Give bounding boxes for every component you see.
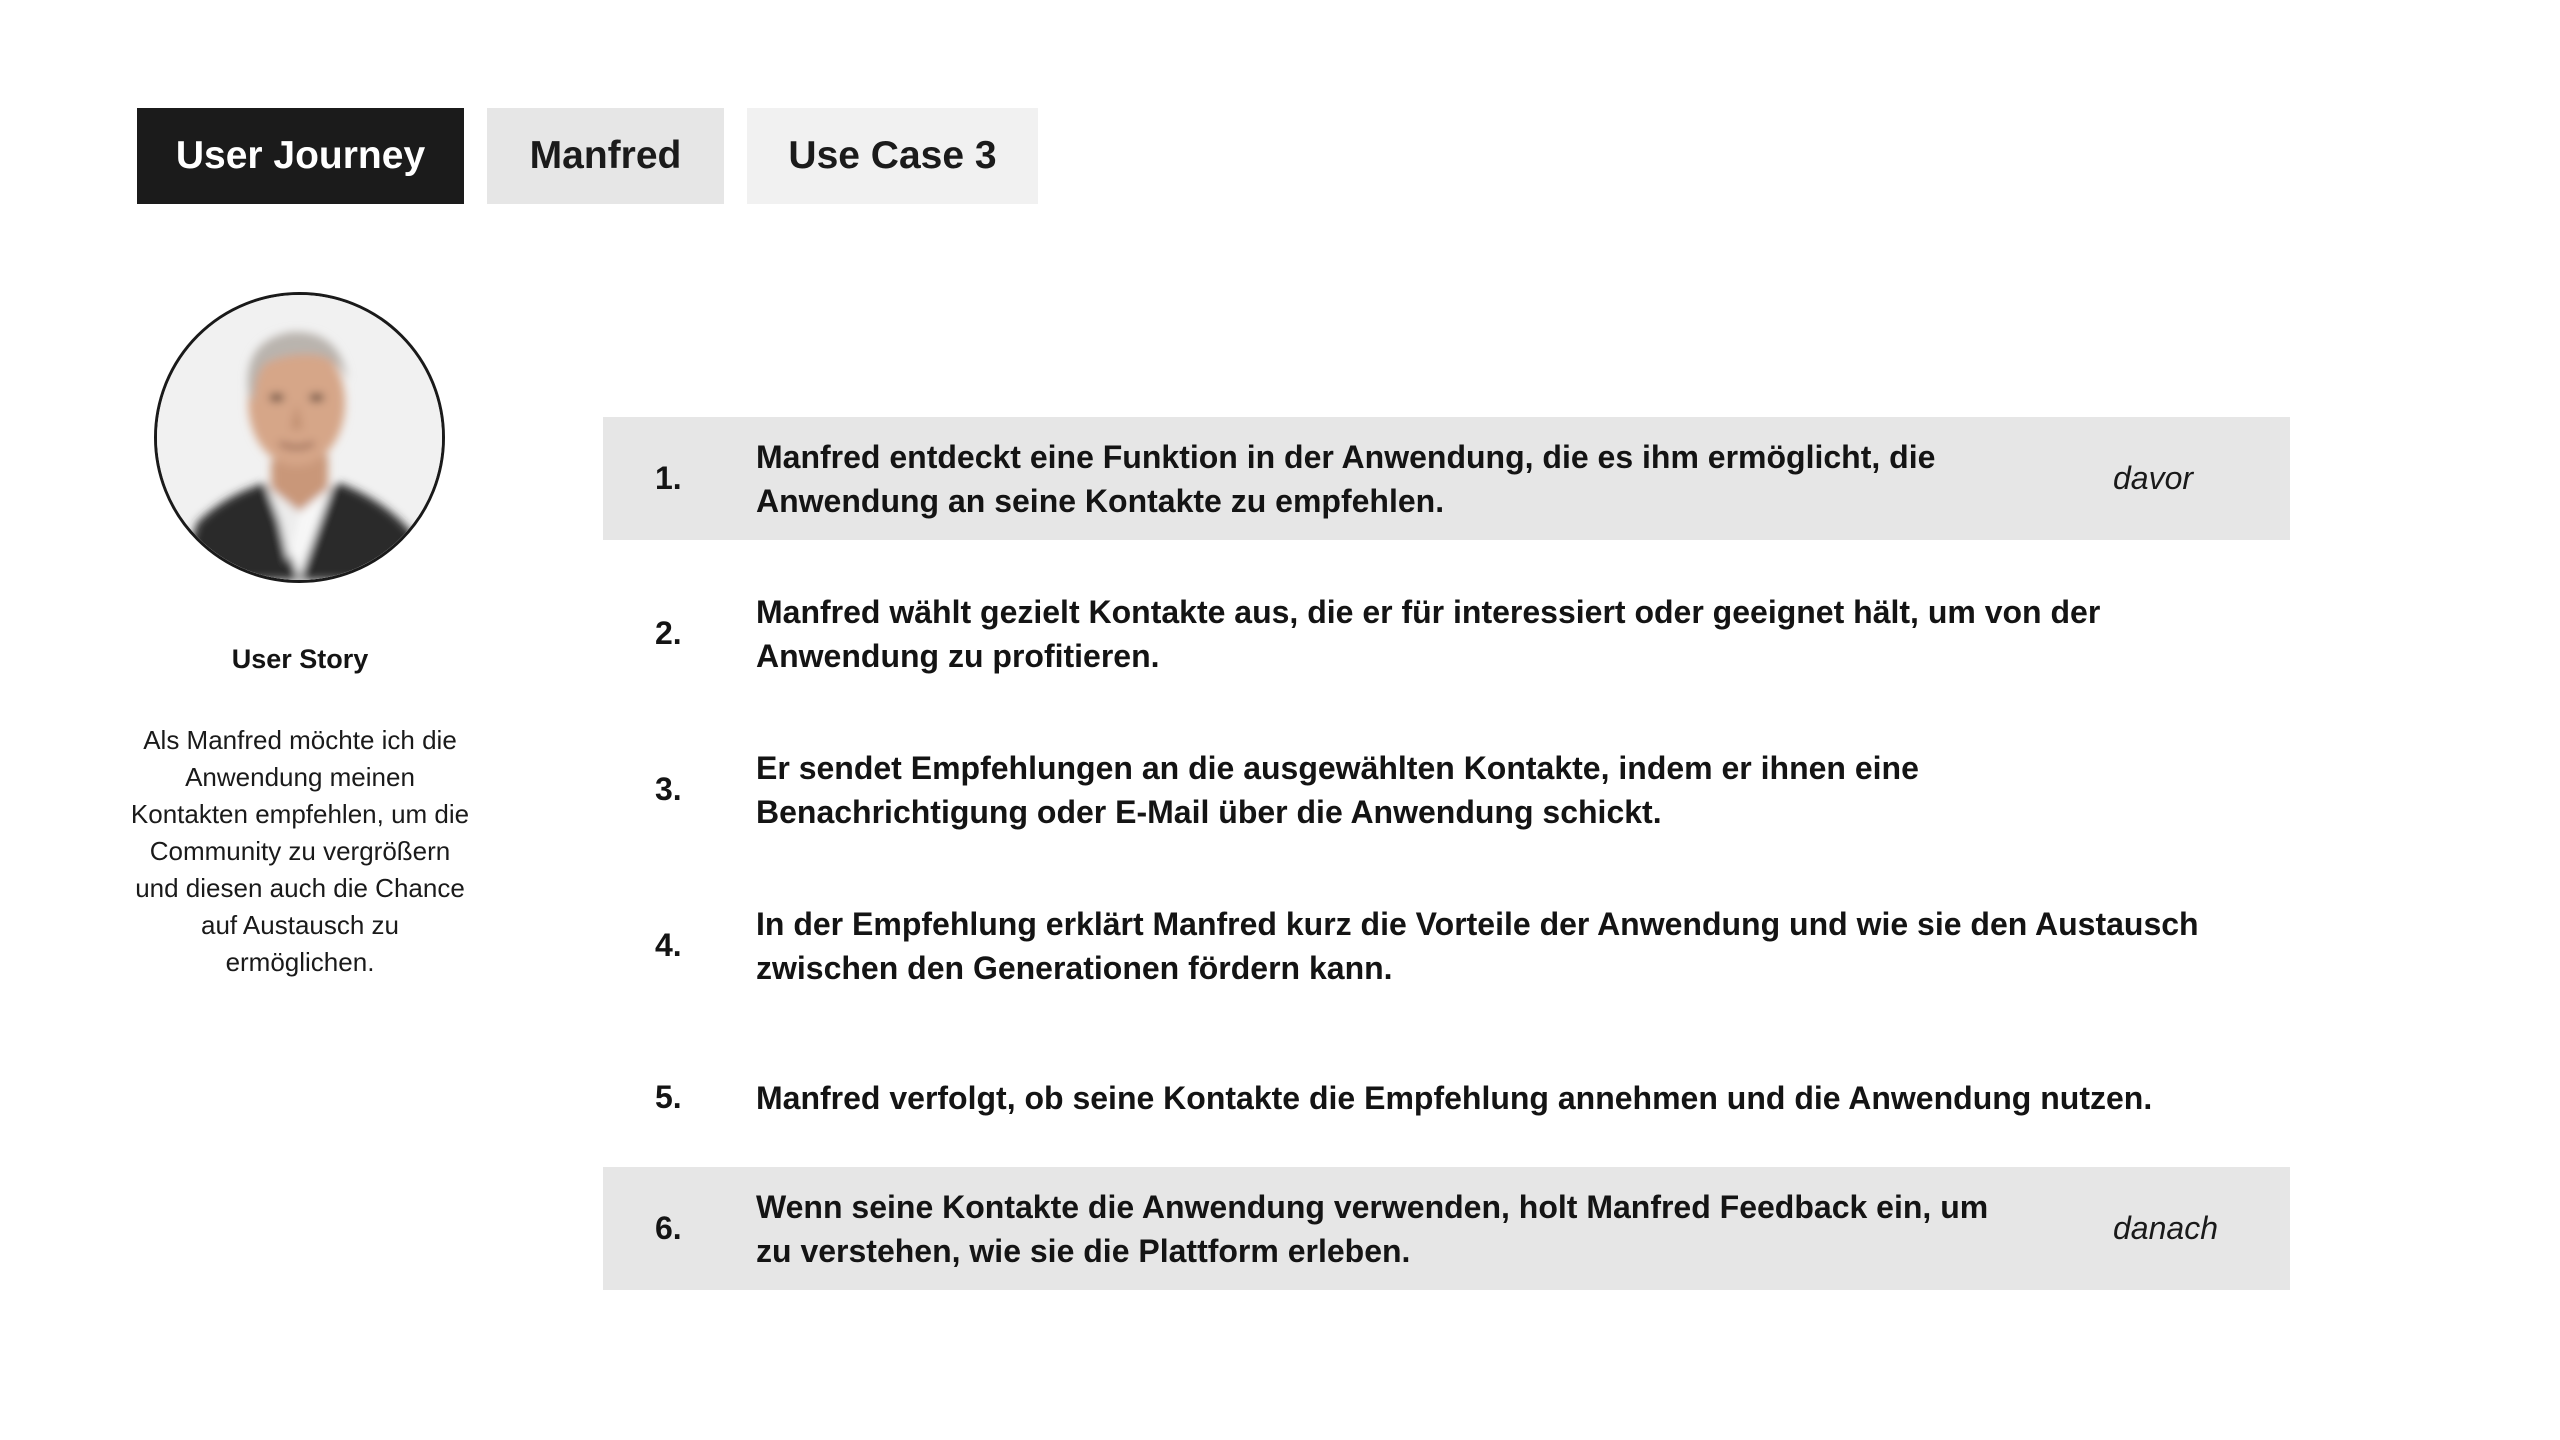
step-text: Manfred wählt gezielt Kontakte aus, die er für interessiert oder geeignet hält, um von der Anwendung zu profitieren. <box>756 593 2101 674</box>
step-text: In der Empfehlung erklärt Manfred kurz die Vorteile der Anwendung und wie sie den Austausch zwischen den Generationen fördern kann. <box>756 905 2199 986</box>
journey-step-5 <box>603 1036 2290 1159</box>
journey-step-6 <box>603 1167 2290 1290</box>
journey-step-4 <box>603 884 2290 1007</box>
tab-use-case-3[interactable]: Use Case 3 <box>747 108 1038 204</box>
step-number: 3. <box>655 771 682 807</box>
step-text: Er sendet Empfehlungen an die ausgewählten Kontakte, indem er ihnen eine Benachrichtigung oder E-Mail über die Anwendung schickt. <box>756 749 1919 830</box>
person-portrait-icon <box>157 295 442 580</box>
journey-step-2 <box>603 572 2290 695</box>
step-text: Manfred entdeckt eine Funktion in der Anwendung, die es ihm ermöglicht, die Anwendung an seine Kontakte zu empfehlen. <box>756 438 1936 519</box>
step-number: 5. <box>655 1079 682 1115</box>
user-story-text: Als Manfred möchte ich die Anwendung meinen Kontakten empfehlen, um die Community zu vergrößern und diesen auch die Chance auf Austausch zu ermöglichen. <box>130 725 470 977</box>
step-number: 4. <box>655 927 682 963</box>
step-number: 6. <box>655 1210 682 1246</box>
tab-manfred[interactable]: Manfred <box>487 108 724 204</box>
step-number: 2. <box>655 615 682 651</box>
tab-user-journey[interactable]: User Journey <box>137 108 464 204</box>
step-tag-before: davor <box>2113 460 2194 496</box>
step-text: Wenn seine Kontakte die Anwendung verwenden, holt Manfred Feedback ein, um zu verstehen, wie sie die Plattform erleben. <box>756 1188 1989 1269</box>
step-text: Manfred verfolgt, ob seine Kontakte die Empfehlung annehmen und die Anwendung nutzen. <box>756 1079 2153 1116</box>
journey-step-3 <box>603 728 2290 851</box>
avatar <box>154 292 445 583</box>
step-number: 1. <box>655 460 682 496</box>
journey-step-1 <box>603 417 2290 540</box>
step-tag-after: danach <box>2113 1210 2218 1246</box>
user-story-title: User Story <box>231 644 369 674</box>
